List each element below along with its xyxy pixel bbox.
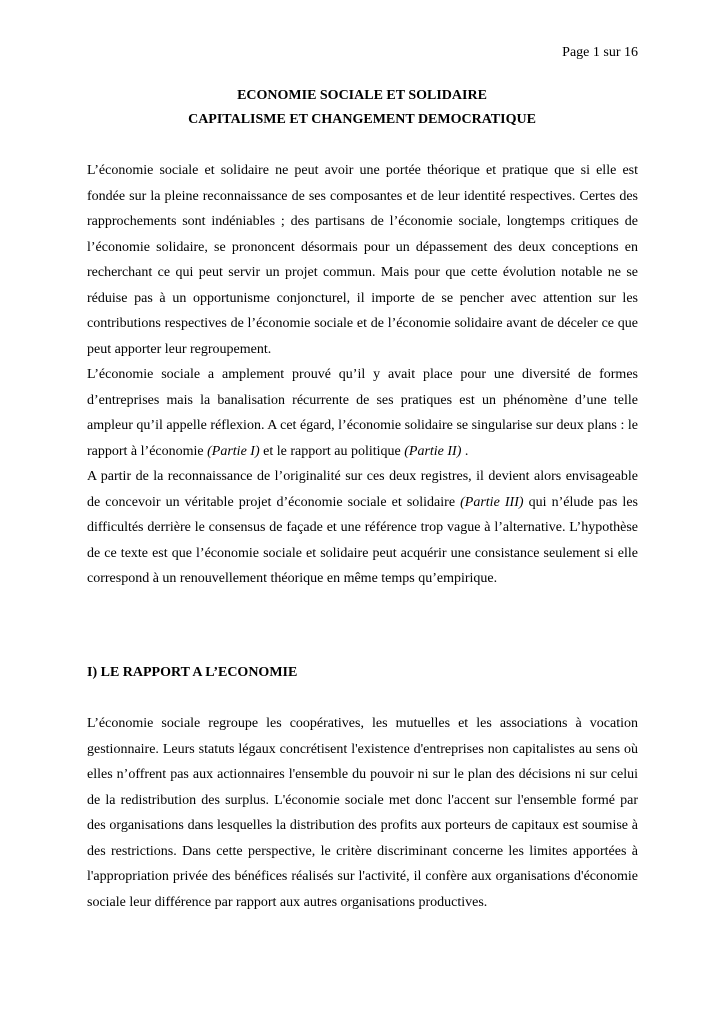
intro-paragraph-1: L’économie sociale et solidaire ne peut avoir une portée théorique et pratique que si elle est fondée sur la pleine reconnaissance de ses composantes et de leur identité respectives. Certes des rapprochements sont indéniables ; des partisans de l’économie sociale, longtemps critiques de l’économie solidaire, se prononcent désormais pour un dépassement des deux conceptions en recherchant ce qui peut servir un projet commun. Mais pour que cette évolution notable ne se réduise pas à un opportunisme conjoncturel, il importe de se pencher avec attention sur les contributions respectives de l’économie sociale et de l’économie solidaire avant de déceler ce que peut apporter leur regroupement. — [87, 163, 638, 357]
part-2-reference: (Partie II) — [404, 443, 462, 459]
intro-paragraph-3-text-a: A partir de la reconnaissance de l’originalité sur ces deux registres, il devient alors envisageable de concevoir un véritable projet d’économie sociale et solidaire — [87, 469, 638, 510]
page-number: Page 1 sur 16 — [562, 45, 638, 60]
document-title: ECONOMIE SOCIALE ET SOLIDAIRE — [237, 88, 487, 103]
document-subtitle: CAPITALISME ET CHANGEMENT DEMOCRATIQUE — [188, 112, 536, 127]
section-heading: I) LE RAPPORT A L’ECONOMIE — [87, 665, 298, 680]
part-3-reference: (Partie III) — [460, 494, 524, 510]
introduction — [87, 158, 638, 592]
section-1-body — [87, 711, 638, 915]
intro-paragraph-2-text-c: . — [461, 443, 469, 459]
section-1-paragraph-1: L’économie sociale regroupe les coopératives, les mutuelles et les associations à vocation gestionnaire. Leurs statuts légaux concrétisent l'existence d'entreprises non capitalistes au sens où elles n’offrent pas aux actionnaires l'ensemble du pouvoir ni sur le plan des décisions ni sur celui de la redistribution des surplus. L'économie sociale met donc l'accent sur l'ensemble formé par des organisations dans lesquelles la distribution des profits aux porteurs de capitaux est soumise à des restrictions. Dans cette perspective, le critère discriminant concerne les limites apportées à l'appropriation privée des bénéfices réalisés sur l'activité, il confère aux organisations d'économie sociale leur différence par rapport aux autres organisations productives. — [87, 716, 638, 910]
part-1-reference: (Partie I) — [207, 443, 260, 459]
intro-paragraph-3 — [87, 464, 638, 592]
intro-paragraph-2-text-b: et le rapport au politique — [259, 443, 405, 459]
intro-paragraph-3-text-b: qui n’élude pas les difficultés derrière le consensus de façade et une référence trop vague à l’alternative. L’hypothèse de ce texte est que l’économie sociale et solidaire peut acquérir une consistance seulement si elle correspond à un renouvellement théorique en même temps qu’empirique. — [87, 494, 638, 586]
intro-paragraph-2-text-a: L’économie sociale a amplement prouvé qu’il y avait place pour une diversité de formes d’entreprises mais la banalisation récurrente de ses pratiques est un phénomène d’une telle ampleur qu’il appelle réflexion. A cet égard, l’économie solidaire se singularise sur deux plans : le rapport à l’économie — [87, 367, 638, 459]
intro-paragraph-2 — [87, 362, 638, 464]
